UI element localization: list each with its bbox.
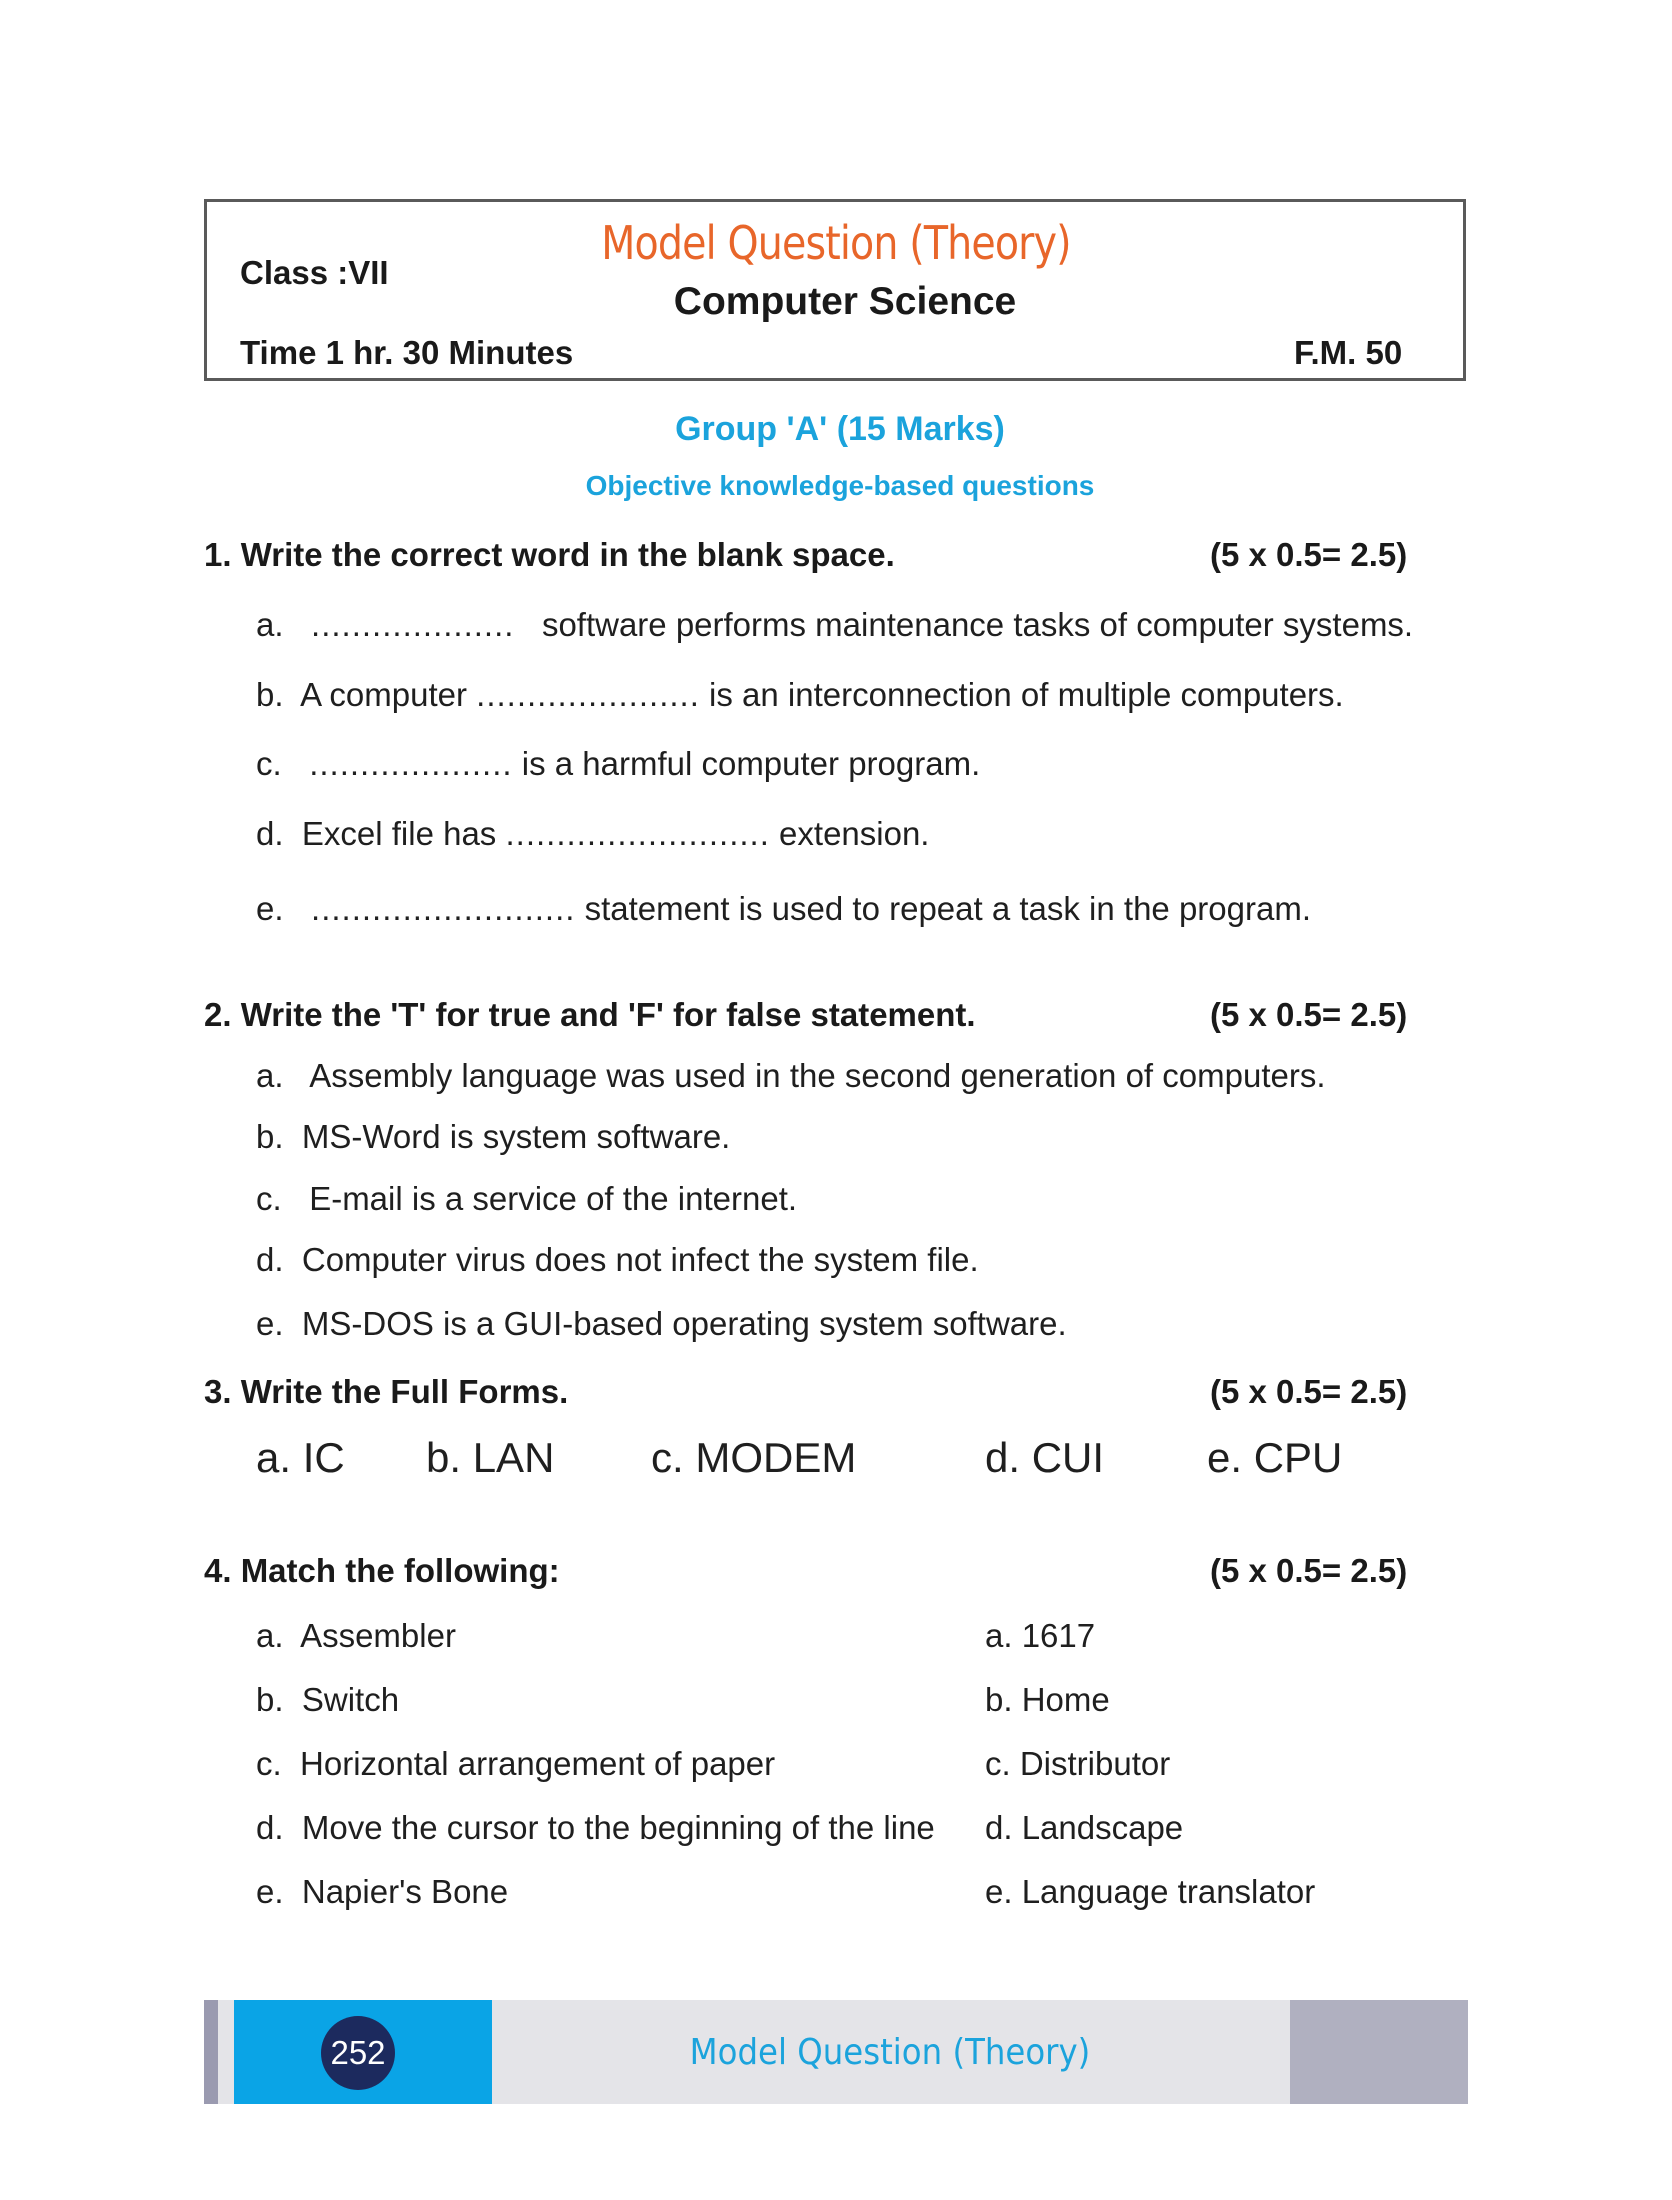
item-text: Napier's Bone (301, 1873, 509, 1910)
item-text: Computer virus does not infect the system file. (301, 1241, 979, 1278)
group-heading: Group 'A' (15 Marks) (675, 410, 1005, 448)
item-text: software performs maintenance tasks of computer systems. (541, 606, 1414, 643)
item-pre: A computer (300, 676, 467, 713)
class-label: Class :VII (240, 254, 389, 291)
group-subheading: Objective knowledge-based questions (585, 470, 1095, 501)
item-text: Assembly language was used in the second generation of computers. (309, 1057, 1326, 1094)
blank: .......................... (505, 815, 770, 852)
match-right-item: c. Distributor (985, 1745, 1171, 1782)
item-text: statement is used to repeat a task in the program. (584, 890, 1311, 927)
list-item (256, 1305, 1067, 1343)
item-text: extension. (779, 815, 930, 852)
item-label: c. (256, 1180, 282, 1217)
item-label: c. (256, 745, 282, 782)
item-text: is an interconnection of multiple computers. (709, 676, 1344, 713)
q1-title: 1. Write the correct word in the blank space. (204, 536, 895, 573)
match-left-item (256, 1809, 935, 1847)
item-pre: Excel file has (301, 815, 497, 852)
q4-title: 4. Match the following: (204, 1552, 560, 1589)
item-label: d. (256, 1809, 284, 1846)
list-item (256, 890, 1311, 928)
item-text: Horizontal arrangement of paper (300, 1745, 776, 1782)
full-form-item: b. LAN (426, 1434, 555, 1481)
list-item (256, 1180, 797, 1218)
blank: ...................... (476, 676, 700, 713)
footer-title: Model Question (Theory) (689, 2032, 1091, 2073)
full-form-item: d. CUI (985, 1434, 1105, 1481)
item-label: a. (256, 606, 284, 643)
footer-right-block (1290, 2000, 1468, 2104)
list-item (256, 1118, 730, 1156)
list-item (256, 606, 1413, 644)
full-marks-label: F.M. 50 (1294, 334, 1403, 371)
item-text: MS-DOS is a GUI-based operating system software. (301, 1305, 1067, 1342)
blank: .................... (311, 606, 515, 643)
match-right-item: e. Language translator (985, 1873, 1316, 1910)
item-label: c. (256, 1745, 282, 1782)
list-item (256, 1241, 979, 1279)
item-label: a. (256, 1057, 284, 1094)
item-label: a. (256, 1617, 284, 1654)
footer-stripe (204, 2000, 218, 2104)
subject-title: Computer Science (673, 280, 1017, 323)
item-text: MS-Word is system software. (301, 1118, 731, 1155)
item-label: d. (256, 1241, 284, 1278)
full-form-item: e. CPU (1207, 1434, 1343, 1481)
match-right-item: d. Landscape (985, 1809, 1184, 1846)
q3-marks: (5 x 0.5= 2.5) (1210, 1373, 1408, 1410)
item-label: e. (256, 890, 284, 927)
q4-marks: (5 x 0.5= 2.5) (1210, 1552, 1408, 1589)
match-left-item (256, 1617, 456, 1655)
list-item (256, 1057, 1326, 1095)
page-number-badge: 252 (321, 2016, 395, 2090)
blank: .................... (309, 745, 513, 782)
match-right-item: a. 1617 (985, 1617, 1096, 1654)
q2-title: 2. Write the 'T' for true and 'F' for false statement. (204, 996, 976, 1033)
list-item (256, 815, 929, 853)
item-label: b. (256, 676, 284, 713)
item-text: E-mail is a service of the internet. (309, 1180, 798, 1217)
q1-marks: (5 x 0.5= 2.5) (1210, 536, 1408, 573)
item-text: Move the cursor to the beginning of the line (301, 1809, 935, 1846)
item-label: b. (256, 1118, 284, 1155)
match-left-item (256, 1745, 775, 1783)
item-text: is a harmful computer program. (521, 745, 981, 782)
time-label: Time 1 hr. 30 Minutes (240, 334, 574, 371)
item-label: d. (256, 815, 284, 852)
item-label: b. (256, 1681, 284, 1718)
blank: .......................... (311, 890, 576, 927)
list-item (256, 676, 1344, 714)
page-title: Model Question (Theory) (601, 216, 1071, 270)
q2-marks: (5 x 0.5= 2.5) (1210, 996, 1408, 1033)
match-right-item: b. Home (985, 1681, 1110, 1718)
full-form-item: a. IC (256, 1434, 345, 1481)
item-label: e. (256, 1873, 284, 1910)
item-text: Switch (301, 1681, 400, 1718)
item-label: e. (256, 1305, 284, 1342)
list-item (256, 745, 980, 783)
match-left-item (256, 1873, 508, 1911)
full-form-item: c. MODEM (651, 1434, 857, 1481)
item-text: Assembler (300, 1617, 456, 1654)
match-left-item (256, 1681, 399, 1719)
q3-title: 3. Write the Full Forms. (204, 1373, 569, 1410)
